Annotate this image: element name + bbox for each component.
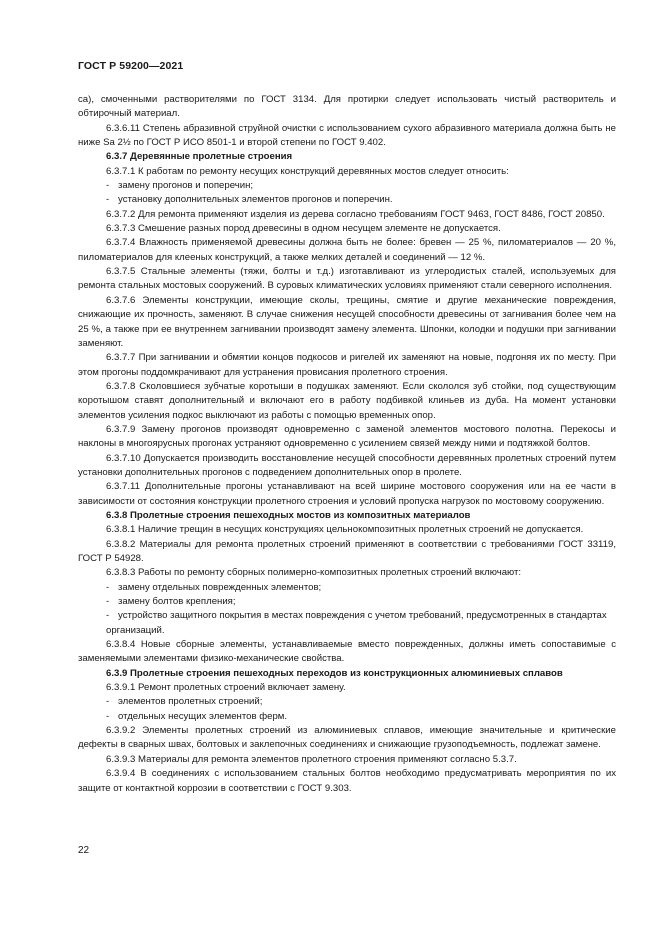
list-item (78, 695, 616, 709)
list-item (78, 710, 616, 724)
list-dash: - (106, 696, 110, 708)
paragraph: са), смоченными растворителями по ГОСТ 3134. Для протирки следует использовать чистый растворитель и обтирочный материал. (78, 94, 616, 120)
list-item-text: замену болтов крепления; (118, 596, 236, 608)
document-body (78, 93, 616, 796)
paragraph: 6.3.7.7 При загнивании и обмятии концов подкосов и ригелей их заменяют на новые, подгоняя их по месту. При этом прогоны поддомкрачивают для устранения провисания пролетного строения. (78, 352, 616, 378)
list-item (78, 609, 616, 638)
list-item-text: элементов пролетных строений; (118, 696, 263, 708)
list-item-text: отдельных несущих элементов ферм. (118, 710, 288, 722)
document-header: ГОСТ Р 59200—2021 (78, 60, 184, 72)
paragraph: 6.3.7.11 Дополнительные прогоны устанавливают на всей ширине мостового сооружения или на ее части в зависимости от состояния конструкции пролетного строения и условий пропуска нагрузок по мостовому сооружению. (78, 481, 616, 507)
paragraph: 6.3.7.9 Замену прогонов производят одновременно с заменой элементов мостового полотна. Перекосы и наклоны в многоярусных прогонах устраняют одновременно с усилением связей между ними и подтяжкой болтов. (78, 423, 616, 450)
list-item (78, 193, 616, 207)
page-number: 22 (78, 845, 90, 856)
list-item (78, 581, 616, 595)
paragraph: 6.3.9.1 Ремонт пролетных строений включает замену. (106, 682, 346, 694)
list-dash: - (106, 596, 110, 608)
section-heading: 6.3.9 Пролетные строения пешеходных переходов из конструкционных алюминиевых сплавов (106, 667, 563, 679)
paragraph: 6.3.7.2 Для ремонта применяют изделия из дерева согласно требованиям ГОСТ 9463, ГОСТ 8486, ГОСТ 20850. (106, 208, 605, 220)
section-heading: 6.3.8 Пролетные строения пешеходных мостов из композитных материалов (106, 509, 471, 521)
list-item-text: устройство защитного покрытия в местах повреждения с учетом требований, предусмотренных в стандартах организаций. (106, 610, 607, 636)
paragraph: 6.3.8.2 Материалы для ремонта пролетных строений применяют в соответствии с требованиями ГОСТ 33119, ГОСТ Р 54928. (78, 538, 616, 564)
section-heading: 6.3.7 Деревянные пролетные строения (106, 151, 293, 163)
list-item-text: замену прогонов и поперечин; (118, 180, 254, 192)
paragraph: 6.3.8.1 Наличие трещин в несущих конструкциях цельнокомпозитных пролетных строений не допускается. (106, 524, 584, 536)
list-item-text: замену отдельных поврежденных элементов; (118, 581, 322, 593)
list-item (78, 179, 616, 193)
paragraph: 6.3.8.4 Новые сборные элементы, устанавливаемые вместо поврежденных, должны иметь сопоставимые с заменяемыми элементами физико-механические свойства. (78, 639, 616, 665)
list-item (78, 595, 616, 609)
paragraph: 6.3.7.8 Сколовшиеся зубчатые коротыши в подушках заменяют. Если скололся зуб стойки, под существующим коротышом ставят дополнительный и включают его в работу подбивкой клиньев из дуба. На момент установки элементов усиления подкос выключают из работы с помощью временных опор. (78, 380, 616, 421)
paragraph: 6.3.7.1 К работам по ремонту несущих конструкций деревянных мостов следует относить: (106, 165, 509, 177)
list-dash: - (106, 180, 110, 192)
paragraph: 6.3.8.3 Работы по ремонту сборных полимерно-композитных пролетных строений включают: (106, 567, 522, 579)
paragraph: 6.3.7.3 Смешение разных пород древесины в одном несущем элементе не допускается. (106, 223, 501, 235)
list-dash: - (106, 581, 110, 593)
list-dash: - (106, 610, 110, 622)
list-item-text: установку дополнительных элементов прогонов и поперечин. (118, 194, 393, 206)
paragraph: 6.3.9.2 Элементы пролетных строений из алюминиевых сплавов, имеющие значительные и критические дефекты в сварных швах, болтовых и заклепочных соединениях и снижающие грузоподъемность, подлежат замене. (78, 725, 616, 751)
paragraph: 6.3.9.3 Материалы для ремонта элементов пролетного строения применяют согласно 5.3.7. (106, 753, 517, 765)
list-dash: - (106, 194, 110, 206)
paragraph: 6.3.7.5 Стальные элементы (тяжи, болты и т.д.) изготавливают из углеродистых сталей, используемых для ремонта стальных мостовых сооружений. В суровых климатических условиях применяют стали северного исполнения. (78, 266, 616, 292)
paragraph: 6.3.6.11 Степень абразивной струйной очистки с использованием сухого абразивного материала должна быть не ниже Sa 2½ по ГОСТ Р ИСО 8501-1 и второй степени по ГОСТ 9.402. (78, 122, 616, 149)
list-dash: - (106, 710, 110, 722)
paragraph: 6.3.7.10 Допускается производить восстановление несущей способности деревянных пролетных строений путем установки дополнительных прогонов с подведением дополнительных опор в пролете. (78, 452, 616, 478)
paragraph: 6.3.9.4 В соединениях с использованием стальных болтов необходимо предусматривать мероприятия по их защите от контактной коррозии в соответствии с ГОСТ 9.303. (78, 768, 616, 794)
paragraph: 6.3.7.4 Влажность применяемой древесины должна быть не более: бревен — 25 %, пиломатериалов — 20 %, пиломатериалов для клееных конструкций, а также мелких деталей и соединений — 12 %. (78, 237, 616, 263)
paragraph: 6.3.7.6 Элементы конструкции, имеющие сколы, трещины, смятие и другие механические повреждения, снижающие их прочность, заменяют. В случае снижения несущей способности древесины от загнивания более чем на 25 %, а также при ее внутреннем загнивании производят замену элемента. Шпонки, колодки и подушки при загнивании заменяют. (78, 294, 616, 349)
